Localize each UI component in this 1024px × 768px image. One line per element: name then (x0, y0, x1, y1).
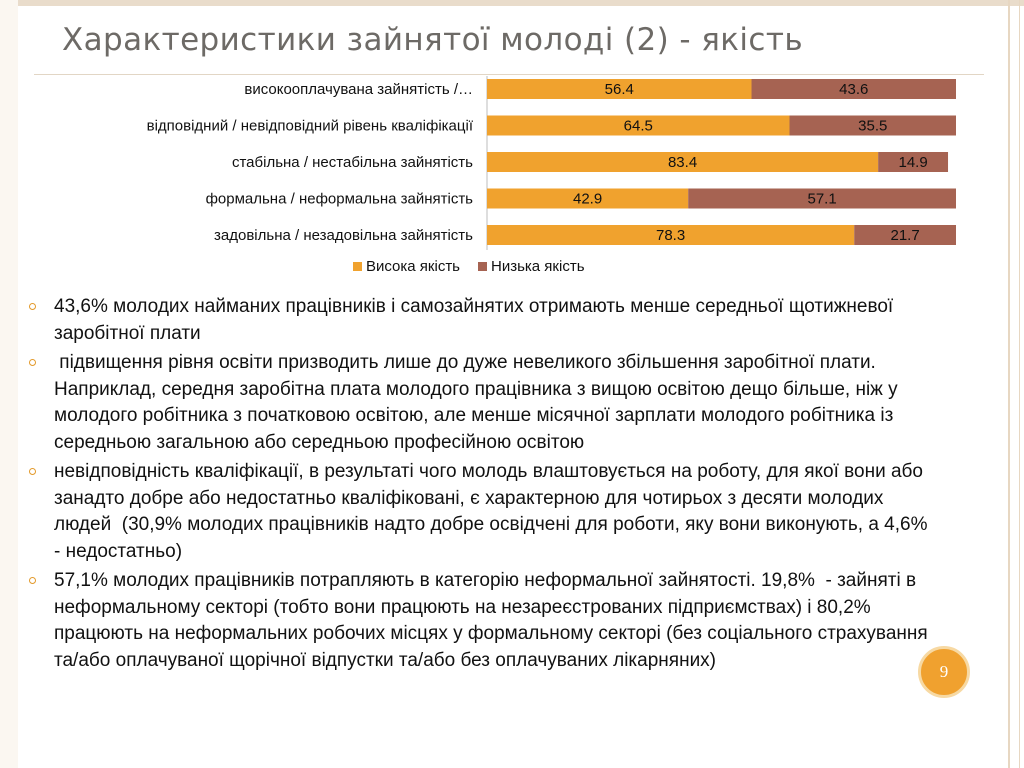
bullet-item (26, 568, 938, 674)
data-label: 35.5 (858, 117, 888, 135)
top-decor-stripe (0, 0, 1024, 6)
data-label: 42.9 (572, 190, 603, 208)
chart-legend (353, 258, 585, 275)
bullet-text: 43,6% молодих найманих працівників і самозайнятих отримають менше середньої щотижневої заробітної плати (54, 296, 894, 344)
legend-swatch-low (478, 262, 487, 271)
bullet-marker-icon (29, 577, 36, 584)
bullet-text: 57,1% молодих працівників потрапляють в категорію неформальної зайнятості. 19,8% - зайняті в неформальному секторі (тобто вони працюють на незареєстрованих підприємствах) і 80,2% працюють на неформальних робочих місцях у формальному секторі (без соціального страхування та/або оплачуваної щорічної відпустки та/або без оплачуваних лікарняних) (54, 570, 933, 671)
right-decor-line-thin (1019, 0, 1020, 768)
bullet-marker-icon (29, 468, 36, 475)
data-label: 21.7 (890, 227, 920, 244)
data-label: 14.9 (898, 154, 928, 171)
right-decor-line (1008, 0, 1010, 768)
bullet-text: підвищення рівня освіти призводить лише до дуже невеликого збільшення заробітної плати. Наприклад, середня заробітна плата молодого працівника з вищою освітою дещо більше, ніж у молодого робітника з початковою освітою, але менше місячної зарплати молодого робітника із середньою загальною або середньою професійною освітою (54, 352, 903, 453)
category-label: задовільна / незадовільна зайнятість (214, 227, 473, 244)
data-label: 83.4 (667, 154, 698, 171)
data-label: 57.1 (807, 190, 837, 208)
legend-label-high: Висока якість (366, 258, 460, 275)
category-label: формальна / неформальна зайнятість (205, 190, 473, 208)
legend-swatch-high (353, 262, 362, 271)
chart-canvas (20, 72, 980, 262)
bullet-marker-icon (29, 303, 36, 310)
data-label: 43.6 (839, 81, 869, 98)
legend-item-low (478, 258, 585, 275)
stacked-bar-chart (20, 72, 980, 282)
bullet-text: невідповідність кваліфікації, в результаті чого молодь влаштовується на роботу, для якої вони або занадто добре або недостатньо кваліфіковані, є характерною для чотирьох з десяти молодих людей (30,9% молодих працівників надто добре освідчені для роботи, яку вони виконують, а 4,6% - недостатньо) (54, 461, 933, 562)
legend-item-high (353, 258, 460, 275)
bullet-list (26, 294, 938, 677)
data-label: 64.5 (623, 117, 653, 135)
category-label: відповідний / невідповідний рівень кваліфікації (146, 117, 473, 135)
bullet-item (26, 459, 938, 565)
page-number-badge: 9 (918, 646, 970, 698)
category-label: високооплачувана зайнятість /… (244, 81, 473, 98)
slide-title: Характеристики зайнятої молоді (2) - якість (62, 22, 803, 58)
legend-label-low: Низька якість (491, 258, 585, 275)
data-label: 78.3 (656, 227, 686, 244)
category-label: стабільна / нестабільна зайнятість (231, 154, 473, 171)
data-label: 56.4 (604, 81, 634, 98)
bullet-marker-icon (29, 359, 36, 366)
left-decor-band (0, 0, 18, 768)
bullet-item (26, 294, 938, 347)
bullet-item (26, 350, 938, 456)
